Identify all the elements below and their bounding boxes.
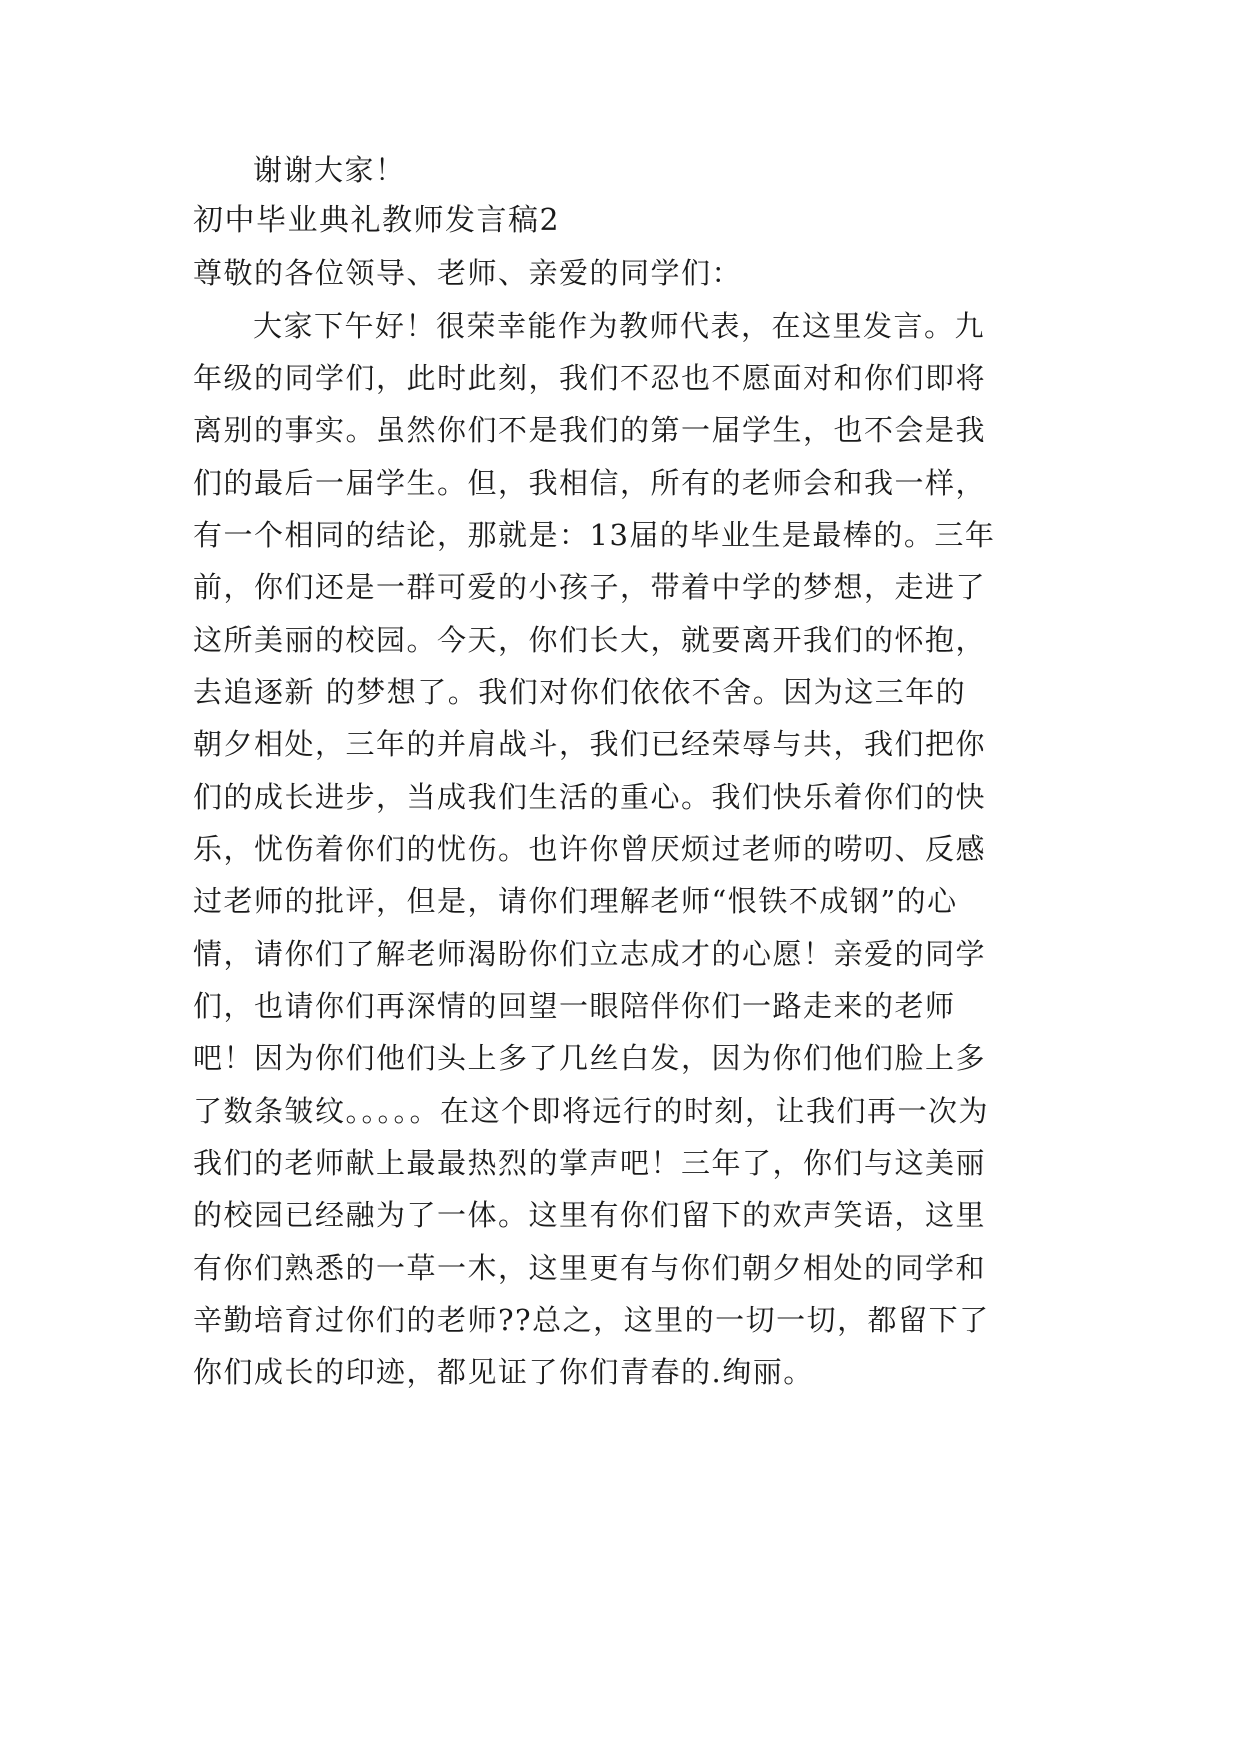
paragraph-line: 了数条皱纹。。。。。在这个即将远行的时刻，让我们再一次为 xyxy=(193,1094,990,1128)
paragraph-line: 有一个相同的结论，那就是：13届的毕业生是最棒的。三年 xyxy=(193,518,996,552)
paragraph-line: 们的成长进步，当成我们生活的重心。我们快乐着你们的快 xyxy=(193,780,987,814)
paragraph-line: 辛勤培育过你们的老师??总之，这里的一切一切，都留下了 xyxy=(193,1303,990,1337)
closing-line: 谢谢大家！ xyxy=(253,153,406,187)
paragraph-line: 我们的老师献上最最热烈的掌声吧！三年了，你们与这美丽 xyxy=(193,1146,987,1180)
paragraph-line: 年级的同学们，此时此刻，我们不忍也不愿面对和你们即将 xyxy=(193,361,987,395)
paragraph-line: 前，你们还是一群可爱的小孩子，带着中学的梦想，走进了 xyxy=(193,570,987,604)
paragraph-line: 过老师的批评，但是，请你们理解老师“恨铁不成钢”的心 xyxy=(193,884,958,918)
paragraph-line: 你们成长的印迹，都见证了你们青春的.绚丽。 xyxy=(193,1355,814,1389)
paragraph-line: 的校园已经融为了一体。这里有你们留下的欢声笑语，这里 xyxy=(193,1198,987,1232)
paragraph-line: 们的最后一届学生。但，我相信，所有的老师会和我一样， xyxy=(193,466,987,500)
paragraph-line: 有你们熟悉的一草一木，这里更有与你们朝夕相处的同学和 xyxy=(193,1251,987,1285)
paragraph-line: 吧！因为你们他们头上多了几丝白发，因为你们他们脸上多 xyxy=(193,1041,987,1075)
paragraph-line: 这所美丽的校园。今天，你们长大，就要离开我们的怀抱， xyxy=(193,623,987,657)
paragraph-line: 乐，忧伤着你们的忧伤。也许你曾厌烦过老师的唠叨、反感 xyxy=(193,832,987,866)
paragraph-line: 们，也请你们再深情的回望一眼陪伴你们一路走来的老师 xyxy=(193,989,956,1023)
paragraph-line: 情，请你们了解老师渴盼你们立志成才的心愿！亲爱的同学 xyxy=(193,937,987,971)
paragraph-line: 去追逐新 的梦想了。我们对你们依依不舍。因为这三年的 xyxy=(193,675,967,709)
document-title: 初中毕业典礼教师发言稿2 xyxy=(193,203,561,238)
paragraph-line: 朝夕相处，三年的并肩战斗，我们已经荣辱与共，我们把你 xyxy=(193,727,987,761)
salutation: 尊敬的各位领导、老师、亲爱的同学们： xyxy=(193,256,743,290)
paragraph-line: 大家下午好！很荣幸能作为教师代表，在这里发言。九 xyxy=(253,309,986,343)
paragraph-line: 离别的事实。虽然你们不是我们的第一届学生，也不会是我 xyxy=(193,413,987,447)
